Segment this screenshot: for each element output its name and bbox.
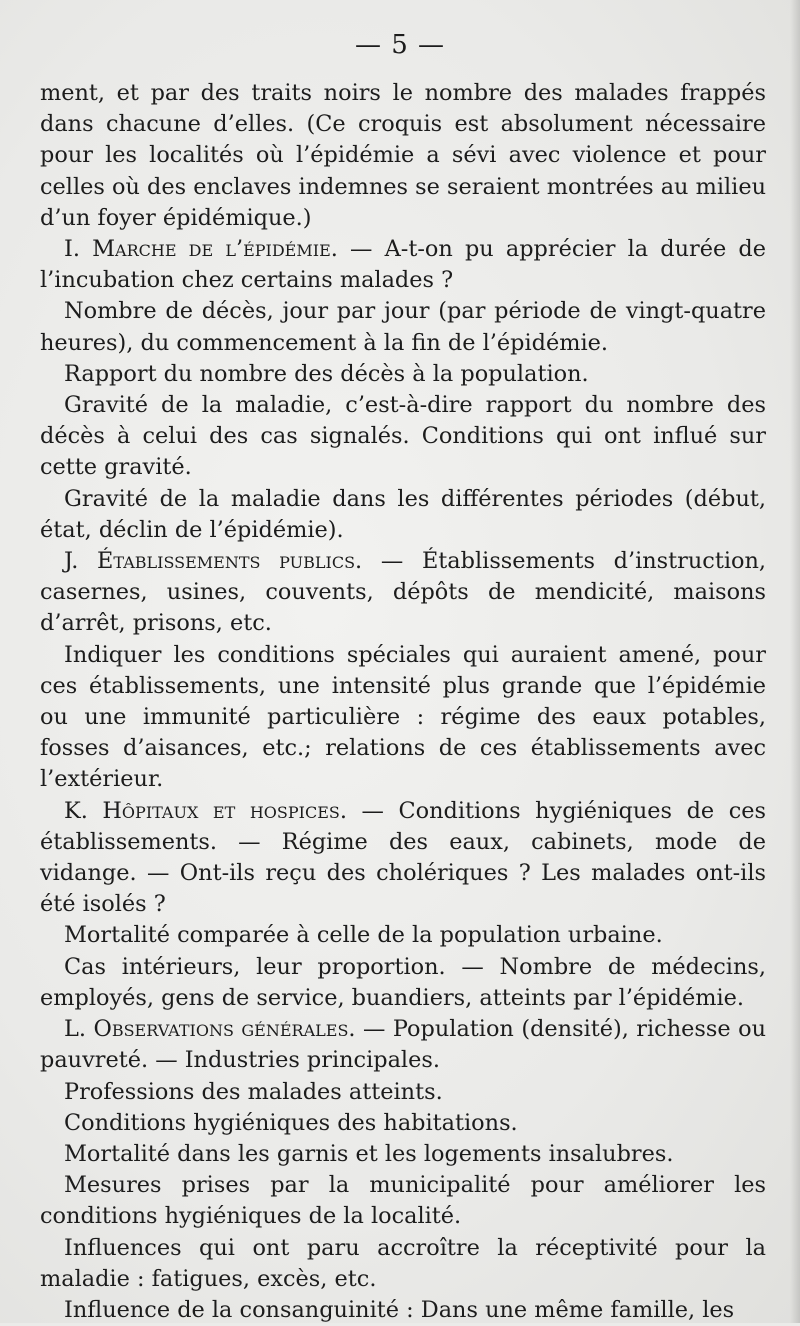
section-heading: I. Marche de l’épidémie.	[64, 236, 338, 263]
paragraph-text: Cas intérieurs, leur proportion. — Nombre de médecins, employés, gens de service, buandiers, atteints par l’épidémie.	[40, 953, 766, 1011]
paragraph-text: Mortalité dans les garnis et les logements insalubres.	[64, 1140, 674, 1167]
paragraph-text: — A-t-on pu apprécier la durée de l’incubation chez certains malades ?	[40, 236, 767, 294]
section-heading: J. Établissements publics.	[64, 548, 363, 575]
section-heading: K. Hôpitaux et hospices.	[64, 797, 347, 824]
paragraph-text: ment, et par des traits noirs le nombre des malades frappés dans chacune d’elles. (Ce croquis est absolument nécessaire pour les localités où l’épidémie a sévi avec violence et pour celles où des enclaves indemnes se seraient montrées au milieu d’un foyer épidémique.)	[40, 80, 766, 231]
paragraph	[40, 484, 766, 546]
section-heading: L. Observations générales.	[64, 1016, 356, 1043]
paragraph-text: Rapport du nombre des décès à la population.	[64, 360, 589, 387]
section-paragraph-marche	[40, 234, 766, 296]
paragraph	[40, 1108, 766, 1139]
paragraph-text: Gravité de la maladie, c’est-à-dire rapport du nombre des décès à celui des cas signalés. Conditions qui ont influé sur cette gravité.	[40, 392, 766, 481]
paragraph-text: Mortalité comparée à celle de la population urbaine.	[64, 922, 663, 949]
page-edge-shadow	[790, 0, 800, 1323]
paragraph-text: Indiquer les conditions spéciales qui auraient amené, pour ces établissements, une intensité plus grande que l’épidémie ou une immunité particulière : régime des eaux potables, fosses d’aisances, etc.; relations de ces établissements avec l’extérieur.	[40, 641, 766, 793]
paragraph-text: — Population (densité), richesse ou pauvreté. — Industries principales.	[40, 1016, 767, 1074]
paragraph-text: — Conditions hygiéniques de ces établissements. — Régime des eaux, cabinets, mode de vidange. — Ont-ils reçu des cholériques ? Les malades ont-ils été isolés ?	[40, 797, 767, 918]
section-paragraph-etablissements	[40, 546, 766, 640]
body-text	[40, 78, 766, 1326]
paragraph	[40, 1139, 766, 1170]
section-paragraph-hopitaux	[40, 796, 766, 921]
paragraph-text: Influence de la consanguinité : Dans une même famille, les	[64, 1296, 735, 1323]
section-paragraph-observations	[40, 1014, 766, 1076]
paragraph	[40, 1077, 766, 1108]
paragraph	[40, 640, 766, 796]
paragraph	[40, 359, 766, 390]
paragraph	[40, 1170, 766, 1232]
paragraph-text: — Établissements d’instruction, casernes, usines, couvents, dépôts de mendicité, maisons d’arrêt, prisons, etc.	[40, 548, 766, 637]
paragraph-text: Gravité de la maladie dans les différentes périodes (début, état, déclin de l’épidémie).	[40, 485, 766, 543]
paragraph	[40, 1295, 766, 1326]
paragraph	[40, 920, 766, 951]
paragraph	[40, 952, 766, 1014]
paragraph	[40, 296, 766, 358]
paragraph-text: Professions des malades atteints.	[64, 1078, 443, 1105]
paragraph	[40, 390, 766, 484]
paragraph-text: Conditions hygiéniques des habitations.	[64, 1109, 518, 1136]
paragraph-text: Mesures prises par la municipalité pour améliorer les conditions hygiéniques de la localité.	[40, 1172, 766, 1230]
paragraph	[40, 78, 766, 234]
paragraph-text: Influences qui ont paru accroître la réceptivité pour la maladie : fatigues, excès, etc.	[40, 1234, 766, 1292]
page-number: — 5 —	[354, 30, 446, 60]
paragraph	[40, 1233, 766, 1295]
paragraph-text: Nombre de décès, jour par jour (par période de vingt-quatre heures), du commencement à la fin de l’épidémie.	[40, 298, 766, 356]
